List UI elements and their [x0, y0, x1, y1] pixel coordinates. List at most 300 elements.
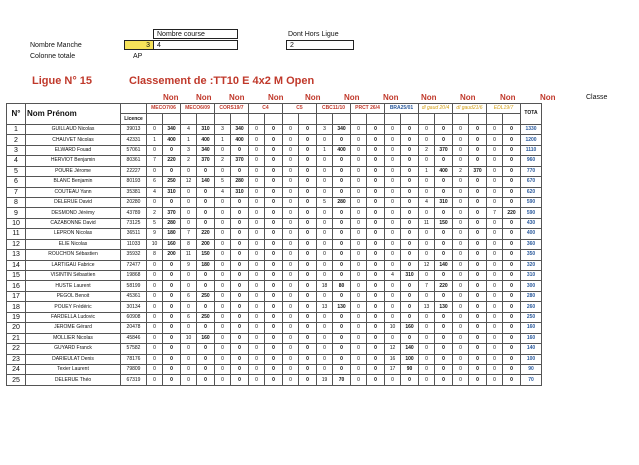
points-cell: 0: [197, 208, 215, 218]
place-cell: 0: [283, 187, 299, 197]
race-header: dl gaud 20/4: [419, 104, 453, 114]
race-header: CBC11/10: [317, 104, 351, 114]
points-cell: 0: [503, 239, 521, 249]
points-cell: 0: [265, 197, 283, 207]
licence-cell: 22227: [121, 166, 147, 176]
rank-cell: 8: [7, 197, 26, 207]
place-cell: 0: [317, 218, 333, 228]
points-cell: 0: [401, 312, 419, 322]
points-cell: 0: [333, 260, 351, 270]
place-cell: 3: [317, 124, 333, 134]
rank-cell: 12: [7, 239, 26, 249]
place-cell: 0: [283, 364, 299, 374]
place-cell: 0: [283, 260, 299, 270]
place-cell: 0: [487, 197, 503, 207]
points-cell: 0: [333, 333, 351, 343]
place-cell: 0: [181, 166, 197, 176]
race-header: CORS19/7: [215, 104, 249, 114]
points-cell: 0: [299, 271, 317, 281]
place-cell: 0: [283, 166, 299, 176]
place-cell: 0: [283, 239, 299, 249]
points-cell: 0: [469, 375, 487, 385]
place-cell: 2: [419, 145, 435, 155]
licence-cell: 73125: [121, 218, 147, 228]
table-row: [7, 302, 542, 312]
points-cell: 340: [197, 145, 215, 155]
non-label: Non: [383, 93, 399, 102]
points-cell: 0: [503, 124, 521, 134]
points-cell: 250: [197, 291, 215, 301]
place-cell: 0: [249, 364, 265, 374]
place-cell: 0: [317, 166, 333, 176]
total-cell: 310: [521, 271, 542, 281]
place-cell: 0: [249, 271, 265, 281]
place-cell: 0: [181, 208, 197, 218]
name-cell: HUSTE Laurent: [26, 281, 121, 291]
place-cell: 11: [181, 250, 197, 260]
place-cell: 0: [453, 323, 469, 333]
place-cell: 8: [147, 250, 163, 260]
rank-cell: 14: [7, 260, 26, 270]
points-cell: 140: [401, 344, 419, 354]
points-cell: 220: [163, 156, 181, 166]
place-cell: 0: [283, 135, 299, 145]
place-cell: 17: [385, 364, 401, 374]
place-cell: 0: [249, 333, 265, 343]
place-cell: 0: [419, 229, 435, 239]
place-cell: 0: [181, 271, 197, 281]
total-cell: 350: [521, 250, 542, 260]
points-cell: 0: [503, 354, 521, 364]
points-cell: 0: [435, 271, 453, 281]
place-cell: 0: [385, 124, 401, 134]
total-cell: 260: [521, 302, 542, 312]
points-cell: 0: [197, 197, 215, 207]
place-cell: 0: [487, 271, 503, 281]
points-cell: 0: [435, 177, 453, 187]
points-cell: 0: [333, 187, 351, 197]
place-cell: 0: [147, 312, 163, 322]
place-cell: 0: [283, 333, 299, 343]
place-cell: 5: [147, 218, 163, 228]
points-cell: 220: [503, 208, 521, 218]
points-cell: 370: [231, 156, 249, 166]
col-licence-spacer: [121, 104, 147, 114]
place-cell: 6: [181, 312, 197, 322]
points-cell: 0: [503, 145, 521, 155]
table-row: [7, 156, 542, 166]
points-cell: 0: [299, 333, 317, 343]
place-cell: 0: [317, 250, 333, 260]
points-cell: 0: [503, 281, 521, 291]
place-cell: 0: [453, 177, 469, 187]
points-cell: 0: [401, 177, 419, 187]
points-cell: 250: [163, 177, 181, 187]
points-cell: 0: [163, 145, 181, 155]
place-cell: 0: [419, 375, 435, 385]
place-cell: 0: [249, 166, 265, 176]
rank-cell: 17: [7, 291, 26, 301]
place-cell: 0: [385, 208, 401, 218]
points-cell: 0: [435, 239, 453, 249]
total-cell: 670: [521, 177, 542, 187]
points-cell: 0: [197, 271, 215, 281]
place-cell: 0: [249, 281, 265, 291]
place-cell: 12: [419, 260, 435, 270]
points-cell: 0: [435, 354, 453, 364]
non-label: Non: [229, 93, 245, 102]
points-cell: 0: [367, 375, 385, 385]
place-cell: 0: [283, 354, 299, 364]
points-cell: 160: [401, 323, 419, 333]
name-cell: LARTIGAU Fabrice: [26, 260, 121, 270]
nombre-course-label: Nombre course: [153, 29, 238, 39]
table-row: [7, 354, 542, 364]
points-cell: 0: [503, 364, 521, 374]
rank-cell: 7: [7, 187, 26, 197]
place-cell: 0: [453, 375, 469, 385]
licence-cell: 30134: [121, 302, 147, 312]
points-cell: 0: [401, 229, 419, 239]
points-cell: 0: [299, 291, 317, 301]
points-cell: 0: [469, 208, 487, 218]
points-cell: 0: [401, 260, 419, 270]
points-cell: 0: [265, 260, 283, 270]
place-cell: 0: [453, 271, 469, 281]
licence-cell: 67319: [121, 375, 147, 385]
race-header: EDL19/7: [487, 104, 521, 114]
points-cell: 0: [367, 271, 385, 281]
rank-cell: 18: [7, 302, 26, 312]
total-cell: 300: [521, 281, 542, 291]
place-cell: 0: [249, 344, 265, 354]
place-cell: 0: [385, 156, 401, 166]
place-cell: 0: [419, 187, 435, 197]
place-cell: 0: [487, 156, 503, 166]
licence-cell: 72477: [121, 260, 147, 270]
points-cell: 0: [401, 166, 419, 176]
points-cell: 0: [197, 375, 215, 385]
place-cell: 0: [215, 239, 231, 249]
place-cell: 0: [283, 197, 299, 207]
points-cell: 340: [163, 124, 181, 134]
place-cell: 0: [181, 344, 197, 354]
place-cell: 0: [317, 323, 333, 333]
place-cell: 0: [283, 250, 299, 260]
rank-cell: 1: [7, 124, 26, 134]
place-cell: 0: [215, 197, 231, 207]
place-cell: 0: [215, 145, 231, 155]
place-cell: 0: [419, 291, 435, 301]
place-cell: 0: [283, 156, 299, 166]
place-cell: 0: [215, 364, 231, 374]
points-cell: 250: [197, 312, 215, 322]
points-cell: 0: [435, 229, 453, 239]
rank-cell: 6: [7, 177, 26, 187]
points-cell: 0: [367, 166, 385, 176]
licence-cell: 36511: [121, 229, 147, 239]
place-cell: 0: [351, 187, 367, 197]
place-cell: 0: [147, 145, 163, 155]
place-cell: 7: [419, 281, 435, 291]
points-cell: 0: [231, 281, 249, 291]
place-cell: 0: [283, 302, 299, 312]
points-cell: 0: [163, 354, 181, 364]
rank-cell: 24: [7, 364, 26, 374]
points-cell: 0: [469, 177, 487, 187]
place-cell: 0: [385, 239, 401, 249]
points-cell: 0: [265, 364, 283, 374]
place-cell: 0: [419, 364, 435, 374]
place-cell: 0: [419, 271, 435, 281]
points-cell: 0: [299, 250, 317, 260]
place-cell: 0: [215, 323, 231, 333]
points-cell: 0: [299, 302, 317, 312]
race-header: MECO6/09: [181, 104, 215, 114]
points-cell: 0: [197, 323, 215, 333]
place-cell: 0: [215, 312, 231, 322]
name-cell: COUTEAU Yann: [26, 187, 121, 197]
licence-cell: 20280: [121, 197, 147, 207]
name-cell: BLANC Benjamin: [26, 177, 121, 187]
points-cell: 0: [367, 197, 385, 207]
place-cell: 0: [147, 260, 163, 270]
points-cell: 0: [163, 333, 181, 343]
points-cell: 0: [503, 197, 521, 207]
place-cell: 3: [181, 145, 197, 155]
licence-cell: 45361: [121, 291, 147, 301]
non-label: Non: [163, 93, 179, 102]
points-cell: 0: [265, 229, 283, 239]
place-cell: 0: [351, 260, 367, 270]
points-cell: 90: [401, 364, 419, 374]
points-cell: 0: [469, 281, 487, 291]
place-cell: 0: [487, 177, 503, 187]
points-cell: 160: [197, 333, 215, 343]
place-cell: 7: [147, 156, 163, 166]
points-cell: 0: [265, 323, 283, 333]
non-label: Non: [305, 93, 321, 102]
name-cell: DESMOND Jérémy: [26, 208, 121, 218]
points-cell: 0: [503, 177, 521, 187]
total-cell: 1200: [521, 135, 542, 145]
points-cell: 0: [469, 302, 487, 312]
points-cell: 0: [265, 312, 283, 322]
nombre-manche-value: 3: [124, 40, 154, 50]
rank-cell: 11: [7, 229, 26, 239]
place-cell: 10: [385, 323, 401, 333]
points-cell: 0: [231, 229, 249, 239]
points-cell: 0: [435, 250, 453, 260]
place-cell: 0: [249, 208, 265, 218]
points-cell: 0: [265, 302, 283, 312]
total-cell: 770: [521, 166, 542, 176]
place-cell: 4: [215, 187, 231, 197]
place-cell: 0: [385, 281, 401, 291]
race-header: BRA25/01: [385, 104, 419, 114]
total-cell: 590: [521, 208, 542, 218]
points-cell: 0: [469, 197, 487, 207]
points-cell: 0: [469, 344, 487, 354]
race-header: C5: [283, 104, 317, 114]
place-cell: 0: [249, 218, 265, 228]
points-cell: 0: [401, 239, 419, 249]
place-cell: 0: [385, 229, 401, 239]
points-cell: 0: [299, 197, 317, 207]
points-cell: 0: [435, 375, 453, 385]
points-cell: 0: [401, 281, 419, 291]
rank-cell: 16: [7, 281, 26, 291]
place-cell: 0: [453, 124, 469, 134]
colonne-totale-value: AP: [133, 53, 143, 60]
col-total-header: TOTA: [521, 104, 542, 125]
place-cell: 0: [419, 124, 435, 134]
points-cell: 0: [503, 323, 521, 333]
place-cell: 0: [453, 187, 469, 197]
ranking-table: [6, 103, 542, 386]
rank-cell: 20: [7, 323, 26, 333]
place-cell: 2: [453, 166, 469, 176]
name-cell: HERVIOT Benjamin: [26, 156, 121, 166]
rank-cell: 4: [7, 156, 26, 166]
points-cell: 0: [469, 156, 487, 166]
points-cell: 0: [197, 218, 215, 228]
total-cell: 90: [521, 364, 542, 374]
points-cell: 0: [299, 177, 317, 187]
points-cell: 0: [469, 271, 487, 281]
name-cell: ELWARD Fouad: [26, 145, 121, 155]
place-cell: 0: [147, 375, 163, 385]
place-cell: 0: [351, 333, 367, 343]
place-cell: 0: [249, 177, 265, 187]
total-cell: 140: [521, 344, 542, 354]
place-cell: 0: [385, 218, 401, 228]
points-cell: 0: [367, 323, 385, 333]
points-cell: 0: [231, 271, 249, 281]
points-cell: 140: [197, 177, 215, 187]
place-cell: 0: [249, 145, 265, 155]
name-cell: CHAUVET Nicolas: [26, 135, 121, 145]
points-cell: 100: [401, 354, 419, 364]
points-cell: 0: [265, 354, 283, 364]
points-cell: 0: [299, 281, 317, 291]
place-cell: 0: [385, 260, 401, 270]
licence-cell: 35932: [121, 250, 147, 260]
points-cell: 0: [503, 271, 521, 281]
place-cell: 1: [317, 145, 333, 155]
place-cell: 0: [487, 135, 503, 145]
points-cell: 0: [469, 229, 487, 239]
points-cell: 370: [435, 145, 453, 155]
points-cell: 0: [503, 312, 521, 322]
place-cell: 0: [487, 354, 503, 364]
place-cell: 0: [453, 239, 469, 249]
name-cell: JEROME Gérard: [26, 323, 121, 333]
licence-cell: 43789: [121, 208, 147, 218]
place-cell: 0: [317, 354, 333, 364]
total-cell: 100: [521, 354, 542, 364]
points-cell: 0: [299, 364, 317, 374]
points-cell: 0: [367, 229, 385, 239]
classe-label: Classe: [586, 94, 608, 101]
place-cell: 12: [385, 344, 401, 354]
points-cell: 310: [197, 124, 215, 134]
col-name-header: Nom Prénom: [26, 104, 121, 125]
points-cell: 0: [367, 302, 385, 312]
points-cell: 0: [333, 250, 351, 260]
points-cell: 280: [333, 197, 351, 207]
points-cell: 0: [503, 187, 521, 197]
points-cell: 0: [197, 187, 215, 197]
total-cell: 250: [521, 312, 542, 322]
place-cell: 0: [249, 197, 265, 207]
points-cell: 0: [503, 291, 521, 301]
table-row: [7, 271, 542, 281]
place-cell: 16: [385, 354, 401, 364]
place-cell: 0: [453, 208, 469, 218]
place-cell: 12: [181, 177, 197, 187]
points-cell: 310: [435, 197, 453, 207]
licence-cell: 57582: [121, 344, 147, 354]
points-cell: 0: [367, 354, 385, 364]
points-cell: 0: [367, 124, 385, 134]
points-cell: 0: [367, 344, 385, 354]
place-cell: 0: [317, 177, 333, 187]
table-row: [7, 145, 542, 155]
table-row: [7, 333, 542, 343]
licence-cell: 79809: [121, 364, 147, 374]
points-cell: 0: [299, 260, 317, 270]
points-cell: 0: [299, 145, 317, 155]
place-cell: 13: [419, 302, 435, 312]
place-cell: 0: [487, 166, 503, 176]
points-cell: 0: [367, 291, 385, 301]
points-cell: 0: [401, 156, 419, 166]
place-cell: 0: [419, 135, 435, 145]
place-cell: 7: [181, 229, 197, 239]
points-cell: 400: [231, 135, 249, 145]
points-cell: 0: [333, 135, 351, 145]
place-cell: 0: [249, 135, 265, 145]
points-cell: 0: [503, 218, 521, 228]
points-cell: 0: [401, 187, 419, 197]
table-row: [7, 323, 542, 333]
rank-cell: 23: [7, 354, 26, 364]
place-cell: 0: [453, 333, 469, 343]
points-cell: 0: [401, 218, 419, 228]
place-cell: 9: [147, 229, 163, 239]
total-cell: 360: [521, 239, 542, 249]
place-cell: 0: [351, 218, 367, 228]
name-cell: Texier Laurent: [26, 364, 121, 374]
points-cell: 0: [367, 187, 385, 197]
place-cell: 4: [147, 187, 163, 197]
race-header: C4: [249, 104, 283, 114]
table-row: [7, 291, 542, 301]
points-cell: 0: [367, 333, 385, 343]
place-cell: 0: [215, 229, 231, 239]
place-cell: 0: [215, 291, 231, 301]
points-cell: 0: [231, 197, 249, 207]
points-cell: 0: [435, 156, 453, 166]
points-cell: 0: [163, 364, 181, 374]
points-cell: 0: [265, 291, 283, 301]
name-cell: MOLLIER Nicolas: [26, 333, 121, 343]
points-cell: 0: [299, 218, 317, 228]
points-cell: 0: [265, 281, 283, 291]
points-cell: 0: [333, 291, 351, 301]
place-cell: 0: [215, 166, 231, 176]
